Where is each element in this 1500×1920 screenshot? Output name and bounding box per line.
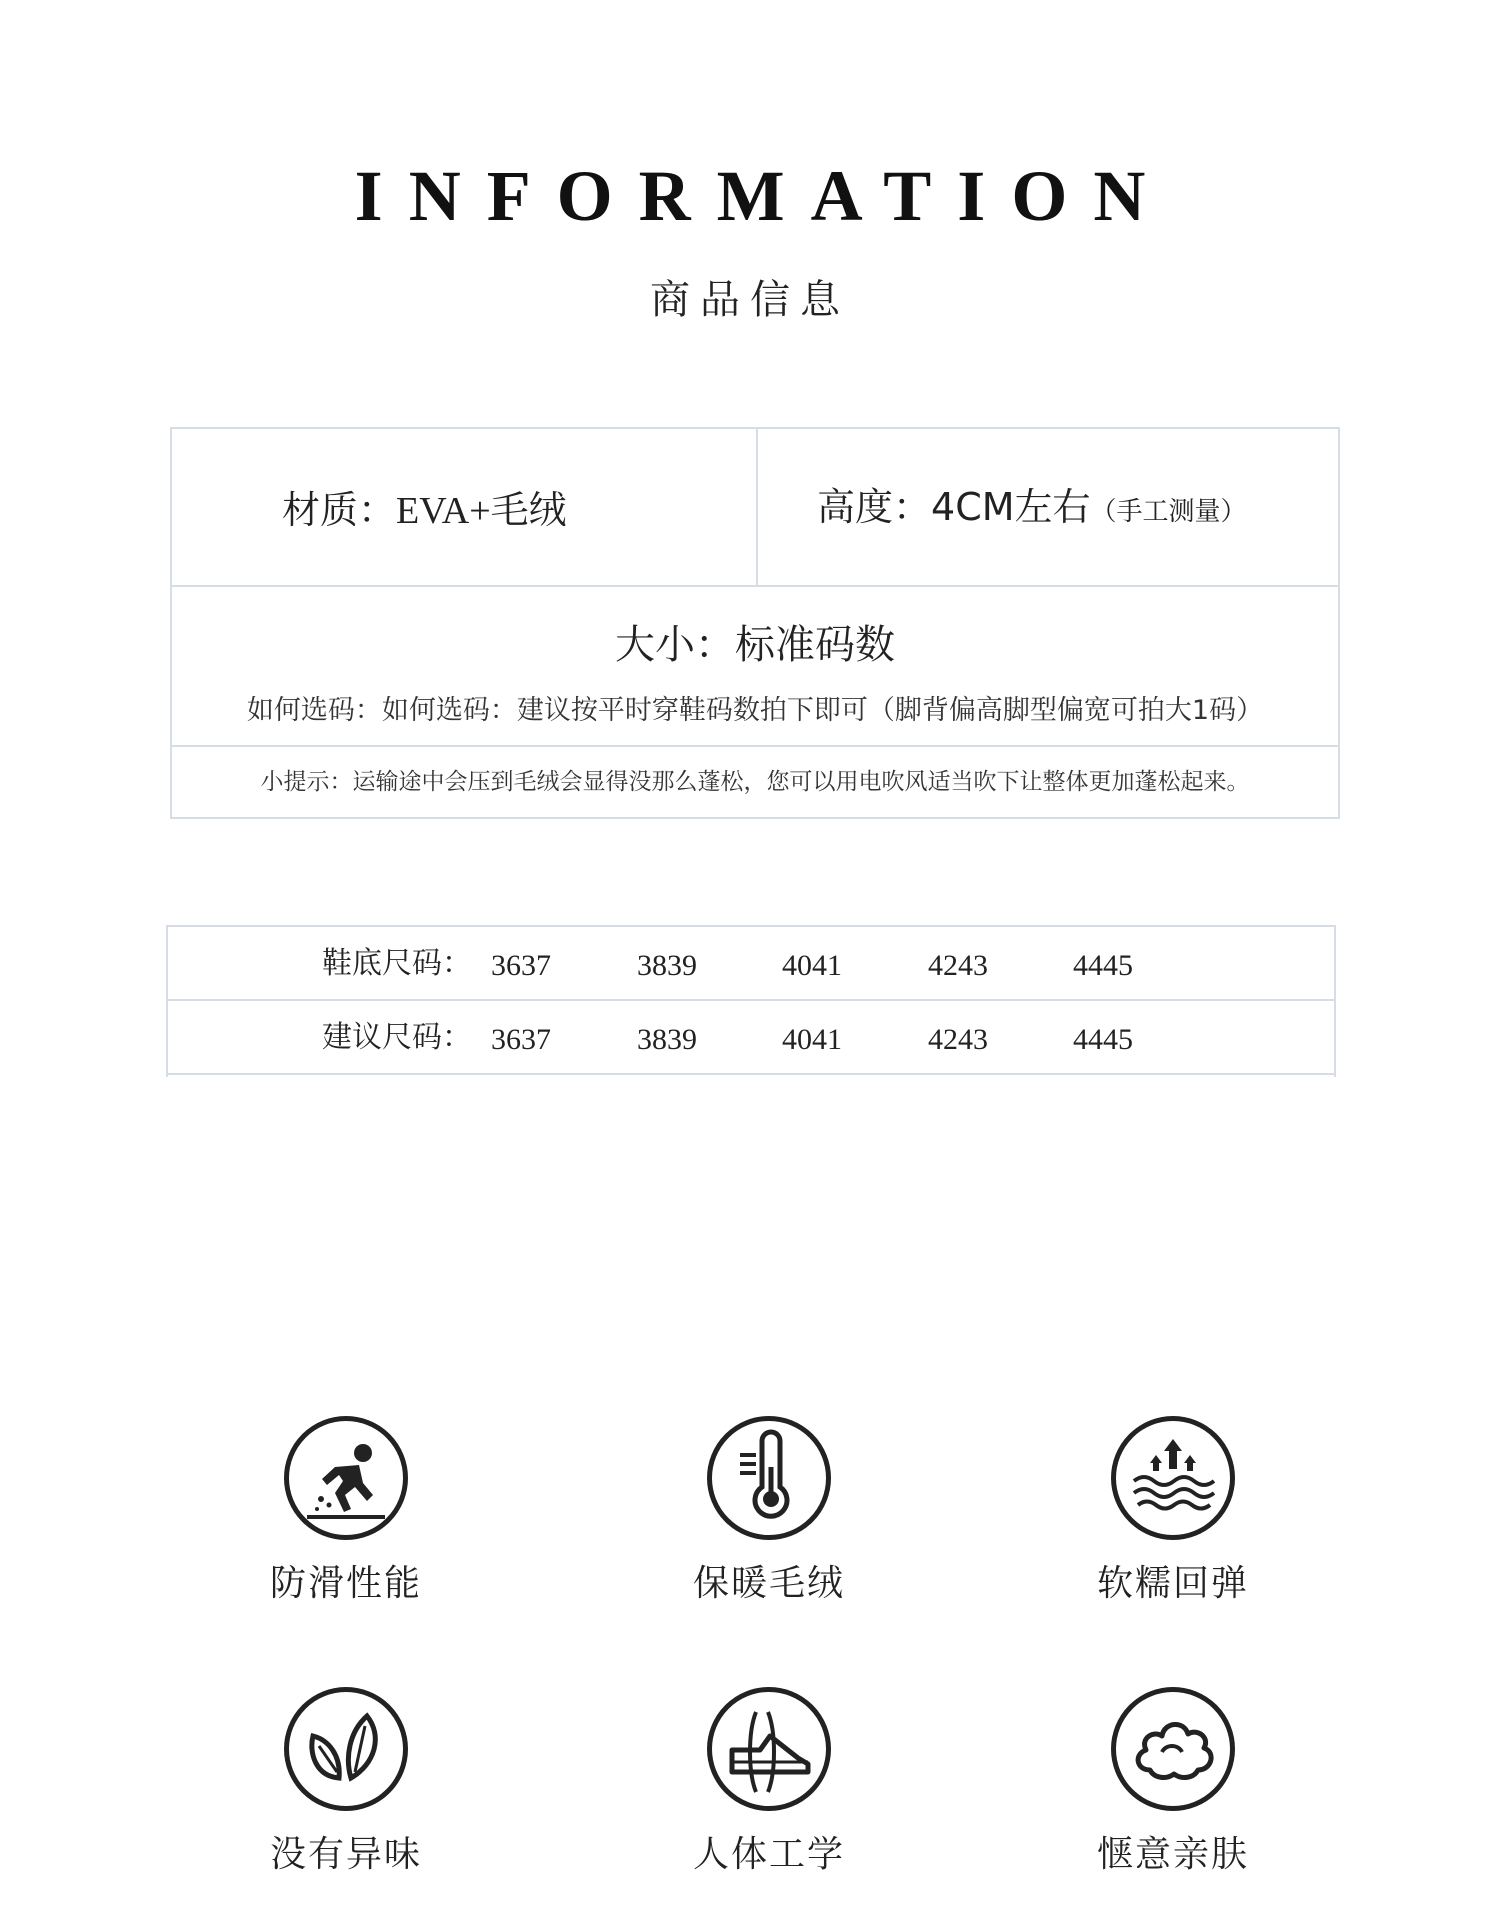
feature-label: 防滑性能 [269, 1563, 422, 1604]
info-row-material-height [172, 429, 1338, 587]
size-cell: 4041 [782, 1023, 842, 1056]
size-cell: 3839 [637, 1023, 697, 1056]
feature-label: 惬意亲肤 [1096, 1834, 1249, 1875]
feature-ergonomic [639, 1687, 899, 1873]
size-row-label: 建议尺码： [322, 1020, 472, 1055]
material-value: EVA+毛绒 [396, 490, 567, 532]
size-cell: 4041 [782, 949, 842, 982]
rebound-icon [1111, 1416, 1235, 1540]
info-box [170, 427, 1340, 819]
size-table [166, 925, 1336, 1077]
size-cell: 4243 [928, 949, 988, 982]
info-row-hint [172, 747, 1338, 819]
feature-label: 保暖毛绒 [692, 1563, 845, 1604]
material-text [282, 488, 567, 532]
size-cell: 3637 [491, 949, 551, 982]
table-row [168, 1001, 1334, 1075]
height-label: 高度： [817, 485, 932, 529]
material-label: 材质： [282, 488, 397, 532]
size-row-label: 鞋底尺码： [322, 946, 472, 981]
cloud-icon [1111, 1687, 1235, 1811]
cell-divider [756, 429, 758, 585]
table-row [168, 927, 1334, 1001]
feature-warm-plush [639, 1416, 899, 1602]
size-title: 大小：标准码数 [615, 622, 895, 668]
info-row-size [172, 587, 1338, 747]
slip-icon [284, 1416, 408, 1540]
size-cell: 4243 [928, 1023, 988, 1056]
height-text [817, 485, 1247, 529]
size-cell: 4445 [1073, 949, 1133, 982]
feature-label: 软糯回弹 [1096, 1563, 1249, 1604]
feature-label: 没有异味 [269, 1834, 422, 1875]
feature-skin-friendly [1043, 1687, 1303, 1873]
size-cell: 3637 [491, 1023, 551, 1056]
height-value: 4CM左右 [931, 485, 1091, 529]
size-tip: 如何选码：如何选码：建议按平时穿鞋码数拍下即可（脚背偏高脚型偏宽可拍大1码） [246, 695, 1264, 726]
feature-anti-slip [216, 1416, 476, 1602]
size-cell: 4445 [1073, 1023, 1133, 1056]
leaf-icon [284, 1687, 408, 1811]
size-cell: 3839 [637, 949, 697, 982]
feature-no-odor [216, 1687, 476, 1873]
thermometer-icon [707, 1416, 831, 1540]
shoe-ergonomic-icon [707, 1687, 831, 1811]
feature-label: 人体工学 [692, 1834, 845, 1875]
feature-soft-rebound [1043, 1416, 1303, 1602]
hint-text: 小提示：运输途中会压到毛绒会显得没那么蓬松，您可以用电吹风适当吹下让整体更加蓬松起来。 [260, 769, 1250, 795]
page-title: INFORMATION [354, 156, 1172, 236]
page-subtitle: 商品信息 [650, 277, 850, 323]
height-note: （手工测量） [1090, 497, 1247, 527]
